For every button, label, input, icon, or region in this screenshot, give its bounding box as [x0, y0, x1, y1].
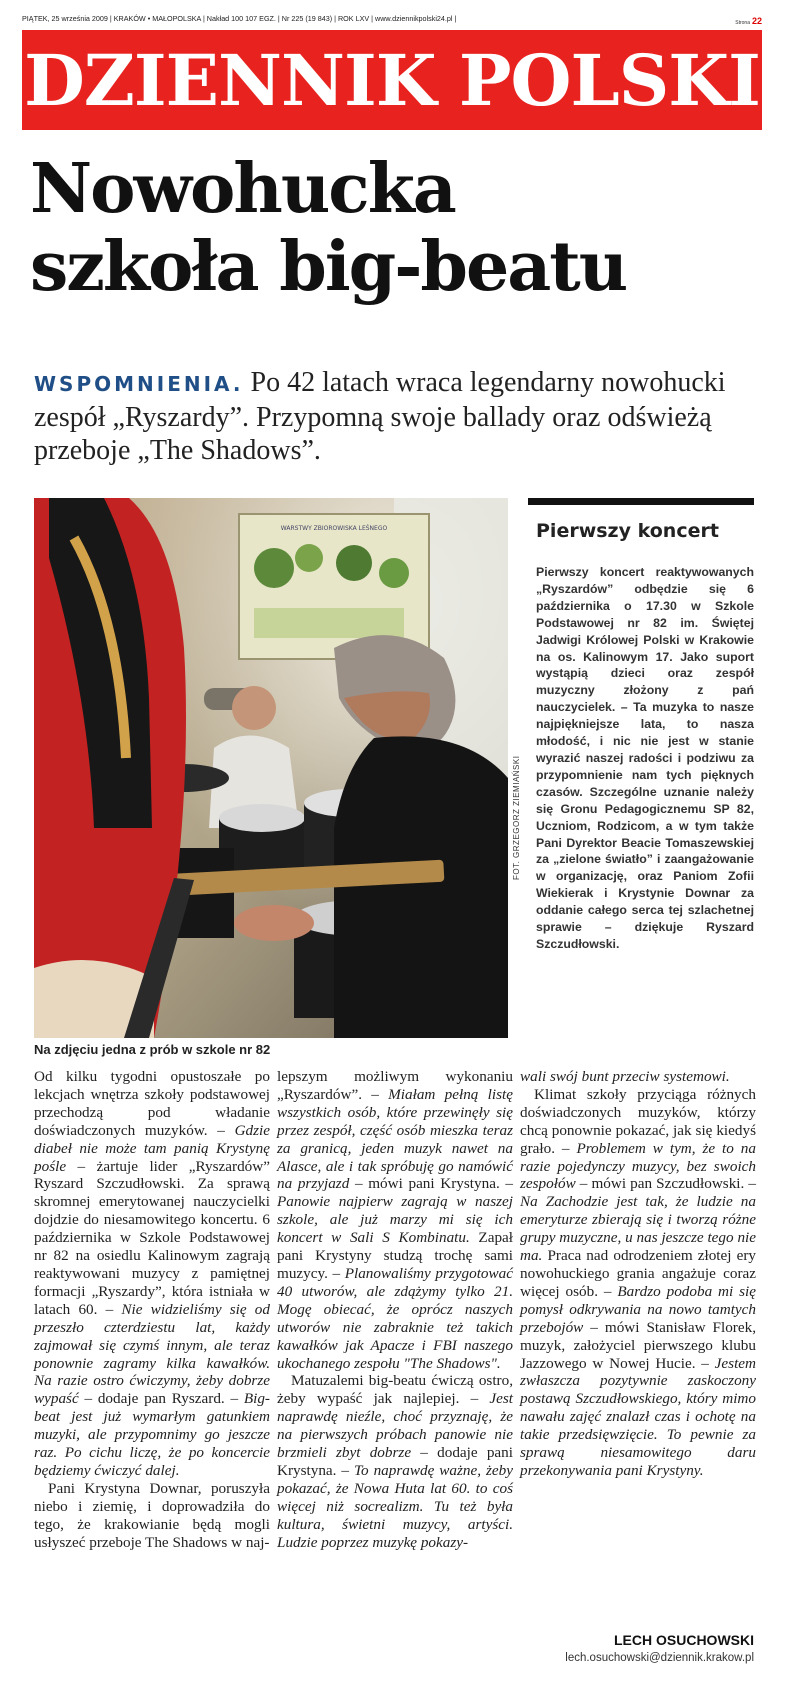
quote-run: Na Zachodzie jest tak, że ludzie na emeryturze zbierają się i tworzą różne grupy muzyczne, u nas jeszcze tego nie ma. [520, 1193, 756, 1265]
paragraph [520, 1068, 756, 1086]
quote-run: To naprawdę ważne, żeby pokazać, że Nowa Huta lat 60. to coś więcej niż socrealizm. Tu też była kultura, świetni muzycy, artyści. Ludzie poprzez muzykę pokazy- [277, 1461, 513, 1551]
text-run: Od kilku tygodni opustoszałe po lekcjach wnętrza szkoły podstawowej przechodzą pod władanie doświadczonych muzyków. – [34, 1068, 270, 1139]
page-number-label: Strona [735, 20, 750, 26]
sidebar-text: Pierwszy koncert reaktywowanych „Ryszardów” odbędzie się 6 października o 17.30 w Szkole Podstawowej nr 82 im. Świętej Jadwigi Królowej Polski w Krakowie na os. Kalinowym 17. Jako suport wystąpią dzieci oraz zespół muzyczny złożony z pań nauczycielek. – Ta muzyka to nasze najpiękniejsze lata, to nasza młodość, i nic nie jest w stanie wyrazić naszej radości i podziwu za przypomnienie nam tych pięknych czasów. Szczególne uznanie należy się Gronu Pedagogicznemu SP 82, Uczniom, Rodzicom, a w tym także Pani Dyrektor Beacie Tomaszewskiej za „zielone światło” i zaangażowanie w organizację, oraz Paniom Zofii Wiekierak i Krystynie Downar za oddanie całego serca tej szlachetnej sprawie – dziękuje Ryszard Szczudłowski. [536, 565, 754, 951]
paragraph [277, 1372, 513, 1551]
quote-run: Jest naprawdę nieźle, choć przyznaję, że na pierwszych próbach panowie nie brzmieli zbyt dobrze [277, 1390, 513, 1462]
photo-caption: Na zdjęciu jedna z prób w szkole nr 82 [34, 1042, 271, 1057]
text-run: – mówi Stanisław Florek, muzyk, założyciel pierwszego klubu Jazzowego w Nowej Hucie. – [520, 1318, 756, 1372]
quote-run: wali swój bunt przeciw systemowi. [520, 1068, 730, 1085]
text-run: Pani Krystyna Downar, poruszyła niebo i ziemię, i doprowadziła do tego, że krakowianie będą mogli usłyszeć przeboje The Shadows w naj- [34, 1479, 270, 1551]
newspaper-title: DZIENNIK POLSKI [24, 38, 760, 122]
photo-credit: FOT. GRZEGORZ ZIEMIAŃSKI [512, 755, 521, 880]
poster-title: WARSTWY ZBIOROWISKA LEŚNEGO [280, 525, 388, 532]
quote-run: Big-beat jest już wymarłym gatunkiem muzyki, ale przypomnimy go jeszcze raz. Po cichu liczę, że po koncercie będziemy ćwiczyć dalej. [34, 1390, 270, 1479]
lead-kicker: WSPOMNIENIA. [34, 372, 244, 396]
lead-text: Po 42 latach wraca legendarny nowohucki zespół „Ryszardy”. Przypomną swoje ballady oraz odświeżą przeboje „The Shadows”. [34, 367, 726, 466]
text-run: Zapał pani Krystyny studzą trochę sami muzycy. – [277, 1229, 513, 1282]
text-run: – mówi pan Szczudłowski. – [575, 1175, 756, 1193]
author-name: LECH OSUCHOWSKI [614, 1632, 754, 1648]
page-number [735, 16, 762, 26]
text-run: – dodaje pani Krystyna. – [277, 1444, 513, 1479]
text-run: – dodaje pan Ryszard. – [78, 1390, 244, 1408]
quote-run: Panowie najpierw zagrają w naszej szkole, ale już marzy mi się ich koncert w Sali S Kombinatu. [277, 1193, 513, 1247]
text-run: – mówi pani Krystyna. – [349, 1175, 514, 1193]
article-photo [34, 498, 508, 1038]
author-byline [520, 1632, 754, 1664]
author-email[interactable]: lech.osuchowski@dziennik.krakow.pl [565, 1652, 754, 1664]
sidebar-title: Pierwszy koncert [536, 520, 719, 542]
quote-run: Gdzie diabeł nie może tam panią Krystynę pośle [34, 1121, 270, 1175]
quote-run: Miałam pełną listę wszystkich osób, które przewinęły się przez zespół, część osób mieszka teraz za granicą, jeden muzyk nawet na Alasce, ale i tak spróbuję go namówić na przyjazd [277, 1085, 513, 1193]
quote-run: Problemem w tym, że to na razie pojedynczy muzycy, bez swoich zespołów [520, 1139, 756, 1193]
text-run: Matuzalemi big-beatu ćwiczą ostro, żeby wypaść jak najlepiej. – [277, 1372, 513, 1408]
masthead [22, 30, 762, 130]
text-run: – żartuje lider „Ryszardów” Ryszard Szczudłowski. Za sprawą skromnej emerytowanej nauczycielki dojdzie do niesamowitego koncertu. 6 października w Szkole Podstawowej nr 82 na osiedlu Kalinowym zagrają reaktywowani muzycy z pamiętnej formacji „Ryszardy”, która istniała w latach 60. – [34, 1157, 270, 1318]
body-column-2 [277, 1068, 513, 1551]
sidebar-box [528, 498, 754, 953]
text-run: lepszym możliwym wykonaniu „Ryszardów”. – [277, 1068, 513, 1103]
issue-info-line: PIĄTEK, 25 września 2009 | KRAKÓW • MAŁOPOLSKA | Nakład 100 107 EGZ. | Nr 225 (19 843) | ROK LXV | www.dziennikpolski24.pl | [22, 14, 457, 23]
quote-run: Nie widzieliśmy się od przeszło czterdziestu lat, każdy zajmował się czymś innym, ale teraz ponownie zagramy kilka kawałków. Na razie ostro ćwiczymy, żeby dobrze wypaść [34, 1300, 270, 1408]
foreground-jacket [34, 498, 194, 1038]
paragraph [520, 1086, 756, 1480]
article-lead [34, 366, 754, 467]
article-body [34, 1068, 754, 1666]
article-headline [30, 150, 730, 306]
headline-line-2: szkoła big-beatu [30, 227, 627, 307]
text-run: Klimat szkoły przyciąga różnych doświadczonych muzyków, którzy chcą ponownie pokazać, jak się kiedyś grało. – [520, 1085, 756, 1157]
quote-run: Bardzo podoba mi się pomysł odkrywania na nowo tamtych przebojów [520, 1282, 756, 1336]
body-column-3 [520, 1068, 756, 1480]
sidebar-rule [528, 498, 754, 505]
quote-run: Jestem zwłaszcza pozytywnie zaskoczony postawą Szczudłowskiego, który mimo nawału zajęć znalazł czas i ochotę na takie przedsięwzięcie. To pewnie za sprawą niesamowitego daru przekonywania pani Krystyny. [520, 1354, 756, 1479]
headline-line-1: Nowohucka [30, 149, 455, 229]
body-column-1 [34, 1068, 270, 1551]
page-number-value: 22 [751, 16, 762, 26]
paragraph [34, 1480, 270, 1552]
quote-run: Planowaliśmy przygotować 40 utworów, ale zdążymy tylko 21. Mogę obiecać, że oprócz naszych utworów nie zabraknie też takich kawałków jak Apacze i FBI naszego ukochanego zespołu "The Shadows". [277, 1264, 513, 1372]
paragraph [277, 1068, 513, 1372]
text-run: Praca nad odrodzeniem złotej ery nowohuckiego grania angażuje coraz więcej osób. – [520, 1247, 756, 1300]
photo-illustration [34, 498, 508, 1038]
paragraph [34, 1068, 270, 1480]
